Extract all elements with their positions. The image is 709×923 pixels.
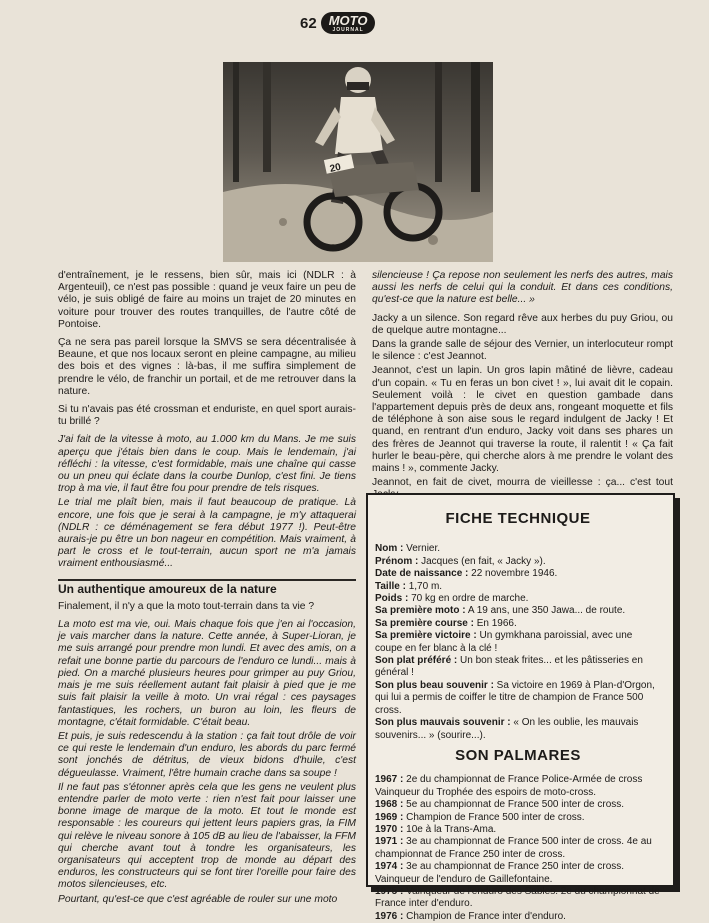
fiche-row: [375, 680, 661, 717]
fiche-value: Sa victoire en 1969 à Plan-d'Orgon, qui lui a permis de coiffer le titre de champion de France 500 cross.: [375, 679, 655, 716]
fiche-row: [375, 593, 661, 605]
fiche-row: [375, 618, 661, 630]
fiche-label: Poids :: [375, 593, 409, 605]
interview-answer: Et puis, je suis redescendu à la station : ça fait tout drôle de voir ce qui reste le lendemain d'un enduro, les abords du parc fermé sont jonchés de détritus, de vieux bidons d'huile, c'est dégueulasse. Vraiment, l'être humain crache dans sa soupe !: [58, 730, 356, 779]
fiche-label: Son plat préféré :: [375, 655, 458, 667]
fiche-row: [375, 630, 661, 655]
article-left-column: [58, 270, 356, 908]
article-paragraph: Jacky a un silence. Son regard rêve aux herbes du puy Griou, ou de quelque autre montagne...: [372, 312, 673, 336]
fiche-label: Date de naissance :: [375, 568, 469, 580]
fiche-row: [375, 568, 661, 580]
fiche-row: [375, 605, 661, 617]
palmares-text: 3e au championnat de France 250 inter de cross. Vainqueur de l'enduro de Gaillefontaine.: [375, 861, 625, 885]
fiche-title: FICHE TECHNIQUE: [445, 510, 591, 527]
article-paragraph: Ça ne sera pas pareil lorsque la SMVS se sera décentralisée à Beaune, et que nos locaux seront en pleine campagne, au milieu des bois et des vignes : là-bas, il me suffira simplement de prendre le vélo, de franchir un portail, et de me retrouver dans la nature.: [58, 337, 356, 397]
palmares-item: [375, 886, 661, 911]
palmares-text: 5e au championnat de France 500 inter de cross.: [403, 799, 625, 811]
palmares-item: [375, 799, 661, 811]
interview-answer: Le trial me plaît bien, mais il faut beaucoup de pratique. Là encore, une fois que je serai à la campagne, je m'y attaquerai (NDLR : ce déménagement se fera début 1977 !). Peut-être aurais-je pu être un bon nageur en compétition. Mais vraiment, à part le cross et le tout-terrain, aucun sport ne m'a jamais vraiment enthousiasmé...: [58, 497, 356, 570]
interview-answer: J'ai fait de la vitesse à moto, au 1.000 km du Mans. Je me suis aperçu que j'étais bien dans le coup. Mais le lendemain, j'ai réfléchi : la vitesse, c'est formidable, mais une chaîne qui casse ou un pneu qui éclate dans la courbe Dunlop, c'est fini. Je tiens trop à ma vie, il faut être fou pour prendre de tels risques.: [58, 434, 356, 495]
interview-answer: Il ne faut pas s'étonner après cela que les gens ne veulent plus entendre parler de moto verte : rien n'est fait pour laisser une bonne image de marque de la moto. Et tout le monde est responsable : les coureurs qui jettent leurs papiers gras, la FIM qui relève le niveau sonore à 105 dB au lieu de l'abaisser, la FFM qui cherche avant tout à tondre les organisateurs, les organisateurs qui acceptent trop de monde au départ des enduros, les constructeurs qui se font tirer l'oreille pour faire des motos silencieuses, etc.: [58, 781, 356, 891]
fiche-label: Son plus mauvais souvenir :: [375, 717, 511, 729]
palmares-year: 1974 :: [375, 861, 404, 873]
fiche-row: [375, 556, 661, 568]
palmares-text: Champion de France 500 inter de cross.: [403, 811, 585, 823]
fiche-row: [375, 655, 661, 680]
fiche-label: Son plus beau souvenir :: [375, 679, 494, 691]
fiche-value: Un gymkhana paroissial, avec une coupe en fer blanc à la clé !: [375, 630, 633, 654]
palmares-text: 10e à la Trans-Ama.: [403, 823, 497, 835]
article-right-column: [372, 270, 673, 504]
section-subheading: Un authentique amoureux de la nature: [58, 579, 356, 595]
palmares-text: 3e au championnat de France 500 inter de cross. 4e au championnat de France 250 inter de cross.: [375, 836, 652, 860]
fiche-label: Nom :: [375, 543, 404, 555]
page-header: [300, 10, 410, 36]
palmares-year: 1969 :: [375, 811, 404, 823]
palmares-year: 1976 :: [375, 910, 404, 922]
fiche-value: 70 kg en ordre de marche.: [408, 593, 529, 605]
article-paragraph: Jeannot, c'est un lapin. Un gros lapin mâtiné de lièvre, cadeau d'un copain. « Tu en feras un bon civet ! », lui avait dit le copain. Seulement voilà : le civet en question gambade dans l'appartement depuis près de deux ans, rongeant moquette et fils de téléphone à son aise sous le regard indulgent de Jacky ! Et quand, en rentrant d'un enduro, Jacky voit dans ses phares un des frères de Jeannot qui traverse la route, il ralentit ! « Ça fait hurler le beau-père, qui cherche alors à me prendre le volant des mains ! », commente Jacky.: [372, 365, 673, 475]
article-paragraph: d'entraînement, je le ressens, bien sûr, mais ici (NDLR : à Argenteuil), ce n'est pas possible : quand je veux faire un peu de vélo, je suis obligé de faire au moins un trajet de 20 minutes en voiture pour trouver des routes tranquilles, de l'autre côté de Pontoise.: [58, 270, 356, 330]
palmares-text: 2e du championnat de France Police-Armée de cross Vainqueur du Trophée des espoirs de moto-cross.: [375, 774, 643, 798]
page-number: 62: [300, 14, 317, 32]
palmares-year: 1968 :: [375, 799, 404, 811]
fiche-label: Sa première course :: [375, 617, 474, 629]
fiche-row: [375, 581, 661, 593]
palmares-text: Vainqueur de l'enduro des Sables. 2e du championnat de France inter d'enduro.: [375, 885, 660, 910]
fiche-value: Vernier.: [403, 543, 441, 555]
fiche-value: Jacques (en fait, « Jacky »).: [418, 555, 546, 567]
fiche-value: En 1966.: [473, 617, 517, 629]
palmares-item: [375, 824, 661, 836]
palmares-title: SON PALMARES: [455, 746, 581, 764]
fiche-row: [375, 543, 661, 555]
interview-question: Finalement, il n'y a que la moto tout-terrain dans ta vie ?: [58, 600, 315, 612]
fiche-label: Sa première victoire :: [375, 630, 477, 642]
fiche-technique-box: [366, 493, 675, 922]
palmares-item: [375, 774, 661, 799]
fiche-row: [375, 717, 661, 742]
palmares-item: [375, 836, 661, 861]
palmares-year: 1975 :: [375, 885, 404, 897]
palmares-year: 1967 :: [375, 774, 404, 786]
palmares-list: [375, 774, 661, 923]
motocross-rider-photo: [223, 62, 493, 262]
fiche-rows: [375, 543, 661, 742]
palmares-year: 1970 :: [375, 823, 404, 835]
palmares-text: Champion de France inter d'enduro.: [403, 910, 566, 922]
svg-text:20: 20: [328, 161, 342, 175]
palmares-item: [375, 812, 661, 824]
interview-answer: La moto est ma vie, oui. Mais chaque fois que j'en ai l'occasion, je vais marcher dans la nature. Cette année, à Super-Lioran, je me suis arrangé pour prendre mon lundi. Et avec des amis, on a refait une bonne partie du parcours de l'enduro ce lundi... mais à pied. On a marché plusieurs heures pour grimper au puy Griou, mais je me suis réellement autant fait plaisir à pied que je me suis fait plaisir la veille à moto. Un vrai régal : ces paysages fantastiques, les rochers, un buron au loin, les fleurs de montagne, c'était formidable. C'était beau.: [58, 619, 356, 728]
fiche-value: 1,70 m.: [405, 580, 443, 592]
fiche-label: Sa première moto :: [375, 605, 466, 617]
interview-answer: silencieuse ! Ça repose non seulement les nerfs des autres, mais aussi les nerfs de celui qui la conduit. Et dans ces conditions, qu'est-ce que la nature est belle... »: [372, 270, 673, 306]
interview-question: Si tu n'avais pas été crossman et enduriste, en quel sport aurais-tu brillé ?: [58, 404, 356, 428]
palmares-item: [375, 911, 661, 923]
article-paragraph: Jeannot, en fait de civet, mourra de vieillesse : ça... c'est tout: [372, 477, 673, 489]
fiche-value: A 19 ans, une 350 Jawa... de route.: [465, 605, 626, 617]
fiche-label: Prénom :: [375, 555, 419, 567]
palmares-item: [375, 861, 661, 886]
fiche-value: Un bon steak frites... et les pâtisseries en général !: [375, 655, 643, 679]
fiche-value: 22 novembre 1946.: [468, 568, 558, 580]
fiche-label: Taille :: [375, 580, 406, 592]
interview-answer: Pourtant, qu'est-ce que c'est agréable de rouler sur une moto: [58, 893, 338, 905]
article-paragraph: Dans la grande salle de séjour des Vernier, un interlocuteur rompt le silence : c'est Jeannot.: [372, 339, 673, 363]
fiche-value: « On les oublie, les mauvais souvenirs... » (sourire...).: [375, 717, 639, 741]
rider-photo-illustration: [223, 62, 493, 262]
moto-journal-logo: MOTO JOURNAL: [321, 12, 376, 34]
palmares-year: 1971 :: [375, 836, 404, 848]
